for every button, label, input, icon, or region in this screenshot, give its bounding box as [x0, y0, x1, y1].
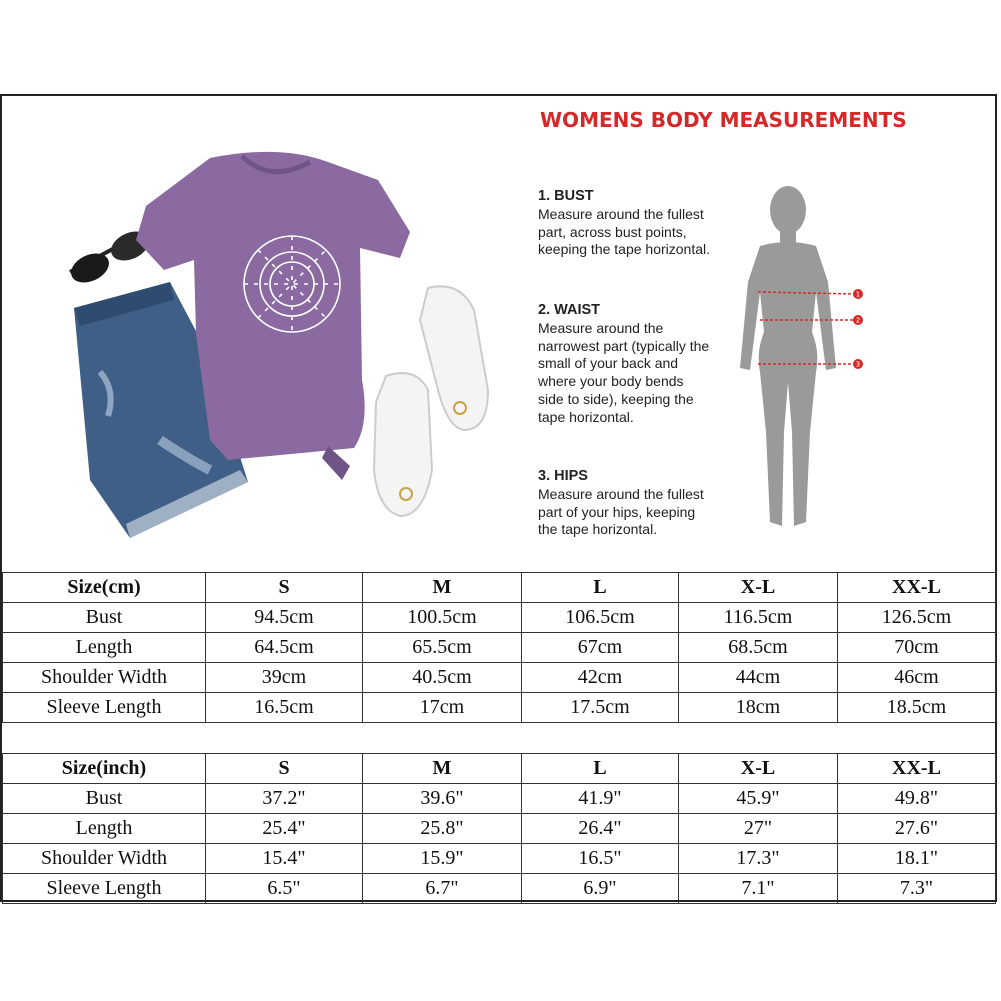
table-row — [3, 663, 996, 693]
header-cell: Size(cm) — [3, 573, 206, 603]
table-cell: 15.9" — [363, 844, 522, 874]
table-cell: 7.1" — [679, 874, 838, 904]
table-cell: 37.2" — [206, 784, 363, 814]
table-cell: 26.4" — [522, 814, 679, 844]
waist-instructions — [538, 302, 713, 427]
table-cell: 18.1" — [838, 844, 996, 874]
table-cell: 6.5" — [206, 874, 363, 904]
table-cell: Length — [3, 633, 206, 663]
table-row — [3, 844, 996, 874]
table-cell: 7.3" — [838, 874, 996, 904]
header-cell: Size(inch) — [3, 754, 206, 784]
table-cell: 65.5cm — [363, 633, 522, 663]
figure-marker-1-label: 1 — [855, 290, 861, 299]
table-cell: 70cm — [838, 633, 996, 663]
table-cell: 39cm — [206, 663, 363, 693]
header-cell: S — [206, 754, 363, 784]
table-cell: Length — [3, 814, 206, 844]
bust-instructions — [538, 188, 713, 259]
table-cell: 16.5cm — [206, 693, 363, 723]
product-photo — [60, 140, 500, 550]
table-cell: 68.5cm — [679, 633, 838, 663]
measurements-title: WOMENS BODY MEASUREMENTS — [540, 108, 907, 132]
table-cell: 46cm — [838, 663, 996, 693]
figure-marker-2-label: 2 — [855, 316, 861, 325]
table-cell: Shoulder Width — [3, 844, 206, 874]
table-row — [3, 784, 996, 814]
table-cell: 17.5cm — [522, 693, 679, 723]
bust-heading: 1. BUST — [538, 188, 594, 204]
size-table-cm — [2, 572, 996, 723]
waist-text: Measure around the narrowest part (typically the small of your back and where your body bends side to side), keeping the tape horizontal. — [538, 319, 710, 425]
table-cell: 42cm — [522, 663, 679, 693]
table-cell: Shoulder Width — [3, 663, 206, 693]
table-cell: 126.5cm — [838, 603, 996, 633]
table-header-row — [3, 754, 996, 784]
table-cell: 49.8" — [838, 784, 996, 814]
hips-heading: 3. HIPS — [538, 468, 588, 484]
table-cell: 25.4" — [206, 814, 363, 844]
table-row — [3, 603, 996, 633]
table-cell: 6.7" — [363, 874, 522, 904]
sneakers-image — [374, 286, 488, 516]
table-cell: 16.5" — [522, 844, 679, 874]
hips-text: Measure around the fullest part of your hips, keeping the tape horizontal. — [538, 485, 704, 538]
table-row — [3, 874, 996, 904]
header-cell: M — [363, 754, 522, 784]
table-cell: 106.5cm — [522, 603, 679, 633]
table-cell: Bust — [3, 784, 206, 814]
figure-marker-3-label: 3 — [855, 360, 861, 369]
table-cell: 17cm — [363, 693, 522, 723]
table-cell: 27.6" — [838, 814, 996, 844]
table-cell: 44cm — [679, 663, 838, 693]
table-cell: 17.3" — [679, 844, 838, 874]
table-cell: 64.5cm — [206, 633, 363, 663]
bust-text: Measure around the fullest part, across bust points, keeping the tape horizontal. — [538, 205, 711, 258]
table-cell: 6.9" — [522, 874, 679, 904]
waist-heading: 2. WAIST — [538, 302, 601, 318]
table-header-row — [3, 573, 996, 603]
header-cell: L — [522, 573, 679, 603]
table-cell: Bust — [3, 603, 206, 633]
header-cell: XX-L — [838, 754, 996, 784]
header-cell: M — [363, 573, 522, 603]
table-cell: 27" — [679, 814, 838, 844]
table-row — [3, 814, 996, 844]
header-cell: X-L — [679, 754, 838, 784]
table-cell: 100.5cm — [363, 603, 522, 633]
table-cell: 116.5cm — [679, 603, 838, 633]
body-figure — [720, 182, 870, 537]
table-row — [3, 633, 996, 663]
table-cell: 45.9" — [679, 784, 838, 814]
table-cell: Sleeve Length — [3, 693, 206, 723]
table-cell: 67cm — [522, 633, 679, 663]
table-cell: 15.4" — [206, 844, 363, 874]
table-cell: 94.5cm — [206, 603, 363, 633]
size-table-inch — [2, 753, 996, 904]
header-cell: XX-L — [838, 573, 996, 603]
header-cell: L — [522, 754, 679, 784]
table-cell: 41.9" — [522, 784, 679, 814]
table-cell: 40.5cm — [363, 663, 522, 693]
table-row — [3, 693, 996, 723]
table-cell: 39.6" — [363, 784, 522, 814]
header-cell: X-L — [679, 573, 838, 603]
hips-instructions — [538, 468, 713, 539]
table-cell: 18cm — [679, 693, 838, 723]
header-cell: S — [206, 573, 363, 603]
table-cell: 18.5cm — [838, 693, 996, 723]
table-cell: 25.8" — [363, 814, 522, 844]
table-cell: Sleeve Length — [3, 874, 206, 904]
